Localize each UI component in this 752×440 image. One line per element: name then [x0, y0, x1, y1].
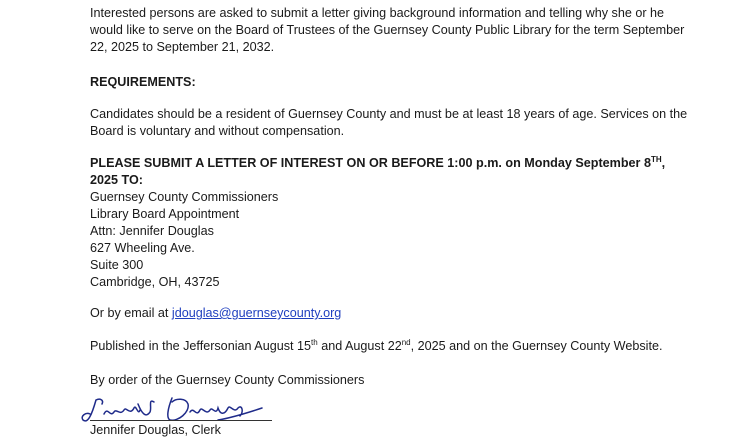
signature-line [90, 420, 272, 421]
intro-paragraph: Interested persons are asked to submit a letter giving background information and telling why she or he would like to serve on the Board of Trustees of the Guernsey County Public Library for the term September 22, 2025 to September 21, 2032. [90, 6, 685, 54]
order-line: By order of the Guernsey County Commissioners [90, 373, 365, 387]
published-text: Published in the Jeffersonian August 15 [90, 339, 312, 353]
requirements-paragraph: Candidates should be a resident of Guernsey County and must be at least 18 years of age. Services on the Board is voluntary and without compensation. [90, 107, 688, 138]
requirements-heading: REQUIREMENTS: [90, 75, 196, 89]
address-line: Cambridge, OH, 43725 [90, 275, 220, 289]
address-line: Library Board Appointment [90, 207, 240, 221]
published-text: and August 22 [317, 339, 402, 353]
published-text: , 2025 and on the Guernsey County Website. [410, 339, 663, 353]
submit-text: PLEASE SUBMIT A LETTER OF INTEREST ON OR BEFORE 1:00 p.m. on Monday September 8 [90, 156, 651, 170]
submit-text-end: , 2025 TO: [90, 156, 666, 187]
mailing-address [90, 189, 692, 291]
submit-superscript: TH [650, 154, 662, 164]
email-line [90, 305, 692, 322]
email-link[interactable]: jdouglas@guernseycounty.org [171, 306, 342, 320]
email-prefix: Or by email at [90, 306, 172, 320]
address-line: Suite 300 [90, 258, 144, 272]
address-line: 627 Wheeling Ave. [90, 241, 195, 255]
published-line [90, 338, 692, 355]
signer-name: Jennifer Douglas, Clerk [90, 423, 221, 437]
address-line: Guernsey County Commissioners [90, 190, 279, 204]
submit-instruction [90, 155, 692, 189]
published-superscript: nd [401, 337, 411, 347]
address-line: Attn: Jennifer Douglas [90, 224, 214, 238]
published-superscript: th [311, 337, 318, 347]
